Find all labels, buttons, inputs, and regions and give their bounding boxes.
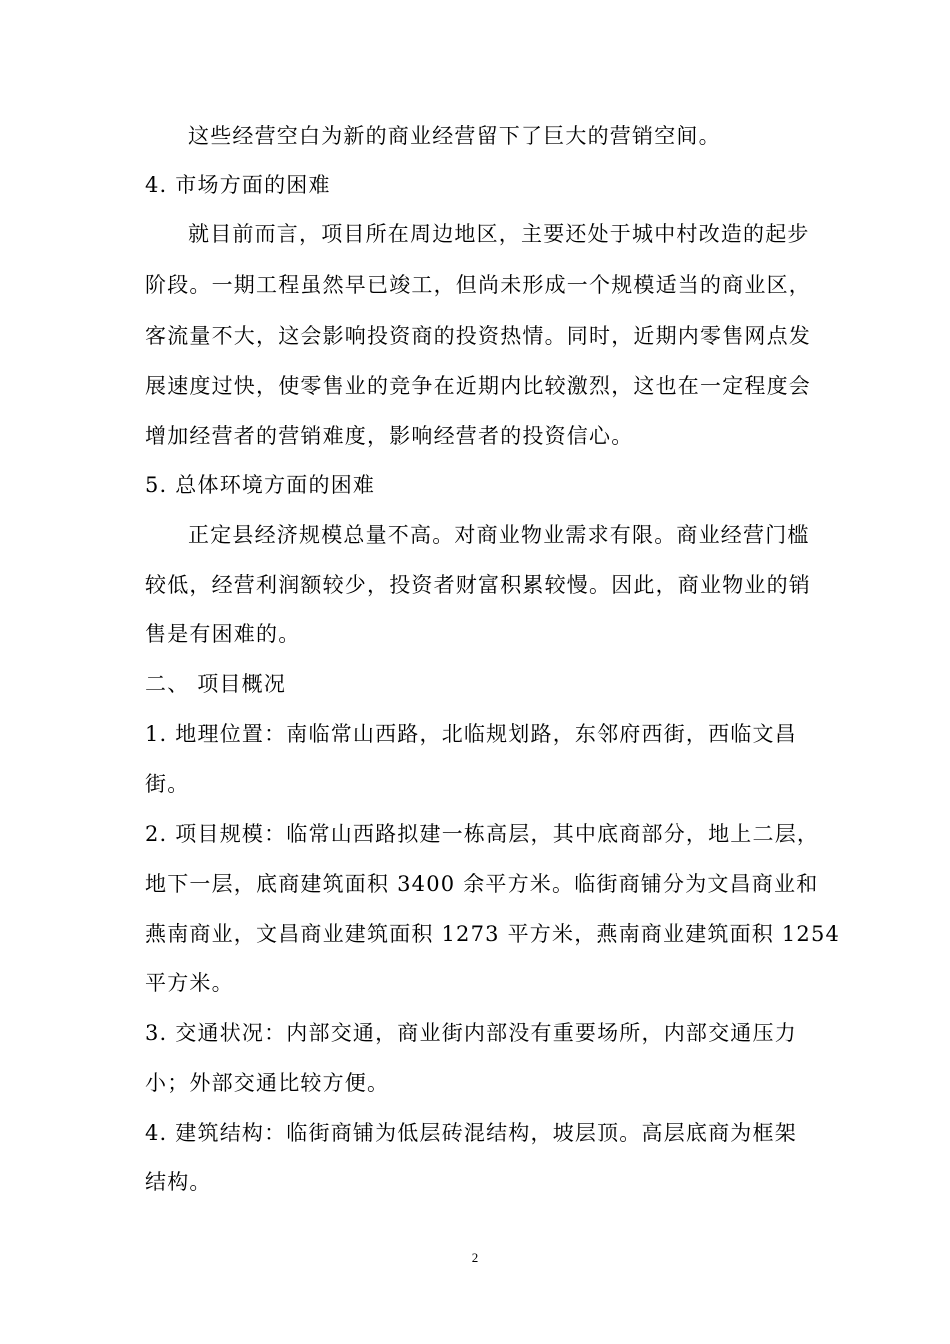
list-item-continuation: 平方米。 xyxy=(145,971,234,995)
paragraph-line: 这些经营空白为新的商业经营留下了巨大的营销空间。 xyxy=(188,124,721,148)
list-item: 2. 项目规模：临常山西路拟建一栋高层，其中底商部分，地上二层， xyxy=(145,822,820,846)
paragraph-line: 增加经营者的营销难度，影响经营者的投资信心。 xyxy=(145,424,634,448)
list-item: 4. 建筑结构：临街商铺为低层砖混结构，坡层顶。高层底商为框架 xyxy=(145,1121,797,1145)
paragraph-line: 客流量不大，这会影响投资商的投资热情。同时，近期内零售网点发 xyxy=(145,324,811,348)
list-item: 3. 交通状况：内部交通，商业街内部没有重要场所，内部交通压力 xyxy=(145,1021,797,1045)
paragraph-line: 展速度过快，使零售业的竞争在近期内比较激烈，这也在一定程度会 xyxy=(145,374,811,398)
section-heading: 二、 项目概况 xyxy=(145,672,287,696)
paragraph-line: 阶段。一期工程虽然早已竣工，但尚未形成一个规模适当的商业区， xyxy=(145,273,811,297)
section-heading: 5. 总体环境方面的困难 xyxy=(145,473,376,497)
page-number: 2 xyxy=(471,1250,479,1265)
paragraph-line: 正定县经济规模总量不高。对商业物业需求有限。商业经营门槛 xyxy=(188,523,810,547)
paragraph-line: 售是有困难的。 xyxy=(145,622,301,646)
paragraph-line: 较低，经营利润额较少，投资者财富积累较慢。因此，商业物业的销 xyxy=(145,573,811,597)
list-item-continuation: 燕南商业，文昌商业建筑面积 1273 平方米，燕南商业建筑面积 1254 xyxy=(145,922,841,946)
list-item-continuation: 小；外部交通比较方便。 xyxy=(145,1071,390,1095)
list-item: 1. 地理位置：南临常山西路，北临规划路，东邻府西街，西临文昌 xyxy=(145,722,797,746)
list-item-continuation: 地下一层，底商建筑面积 3400 余平方米。临街商铺分为文昌商业和 xyxy=(145,872,819,896)
paragraph-line: 就目前而言，项目所在周边地区，主要还处于城中村改造的起步 xyxy=(188,222,810,246)
section-heading: 4. 市场方面的困难 xyxy=(145,173,331,197)
list-item-continuation: 街。 xyxy=(145,772,190,796)
list-item-continuation: 结构。 xyxy=(145,1170,212,1194)
